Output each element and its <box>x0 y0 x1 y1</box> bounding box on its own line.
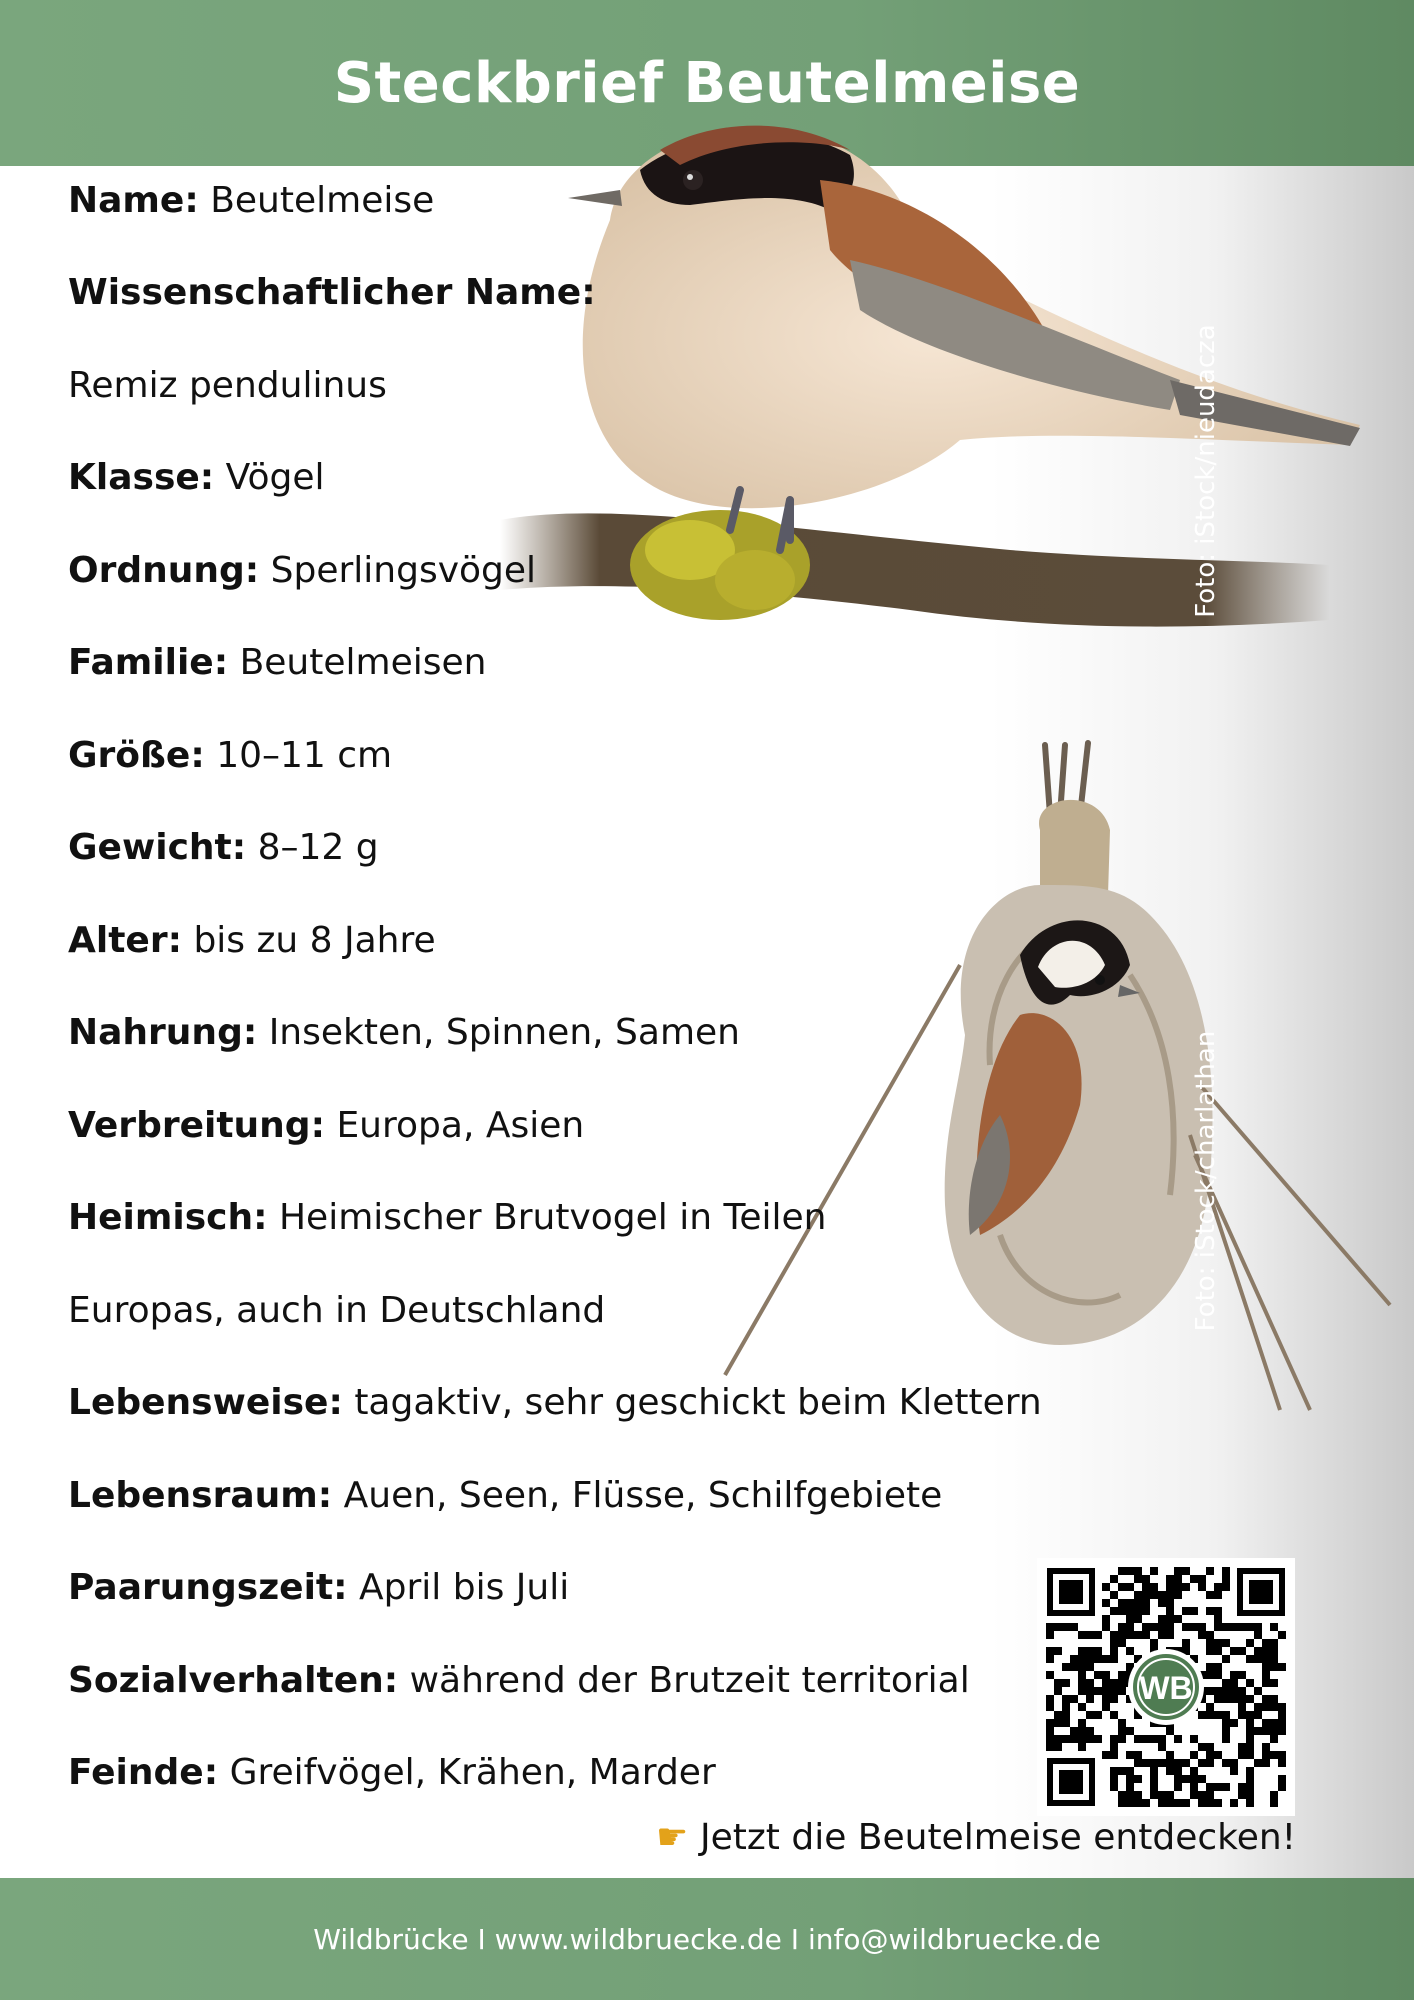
cta-text: Jetzt die Beutelmeise entdecken! <box>700 1817 1297 1858</box>
cta-line[interactable] <box>656 1816 1296 1860</box>
fact-name <box>68 180 434 222</box>
photo-credit-bottom: Foto: iStock/charlathan <box>1191 1030 1221 1332</box>
qr-code[interactable] <box>1037 1558 1295 1816</box>
fact-lifestyle <box>68 1382 1042 1424</box>
fact-native-continued <box>68 1290 605 1332</box>
fact-value: Vögel <box>225 457 325 498</box>
fact-label: Familie: <box>68 642 229 683</box>
pointing-hand-icon: ☛ <box>656 1817 689 1858</box>
fact-label: Verbreitung: <box>68 1105 325 1146</box>
fact-label: Klasse: <box>68 457 215 498</box>
fact-value: Beutelmeise <box>210 180 435 221</box>
fact-label: Ordnung: <box>68 550 260 591</box>
bird-on-branch-photo <box>490 110 1370 710</box>
fact-label: Sozialverhalten: <box>68 1660 399 1701</box>
fact-native <box>68 1197 827 1239</box>
qr-code-pattern <box>1037 1558 1295 1816</box>
fact-value: Europa, Asien <box>336 1105 585 1146</box>
fact-value: Sperlingsvögel <box>270 550 537 591</box>
fact-mating-season <box>68 1567 569 1609</box>
fact-value: Heimischer Brutvogel in Teilen <box>278 1197 827 1238</box>
page-title: Steckbrief Beutelmeise <box>333 50 1081 116</box>
bird-at-nest-photo <box>720 735 1410 1425</box>
fact-label: Lebensraum: <box>68 1475 333 1516</box>
photo-credit-top: Foto: iStock/nieudacza <box>1191 324 1221 618</box>
fact-value: 8–12 g <box>257 827 379 868</box>
fact-value: Greifvögel, Krähen, Marder <box>229 1752 716 1793</box>
fact-family <box>68 642 486 684</box>
qr-logo-text: WB <box>1139 1670 1193 1706</box>
fact-label: Wissenschaftlicher Name: <box>68 272 596 313</box>
fact-value: Europas, auch in Deutschland <box>68 1290 606 1331</box>
fact-label: Feinde: <box>68 1752 219 1793</box>
fact-class <box>68 457 325 499</box>
fact-label: Heimisch: <box>68 1197 268 1238</box>
page-footer <box>0 1878 1414 2000</box>
fact-value: Beutelmeisen <box>239 642 487 683</box>
fact-order <box>68 550 536 592</box>
fact-label: Gewicht: <box>68 827 247 868</box>
fact-scientific-name <box>68 365 387 407</box>
fact-value: Remiz pendulinus <box>68 365 387 406</box>
fact-scientific-name-label <box>68 272 596 314</box>
fact-value: April bis Juli <box>358 1567 570 1608</box>
fact-weight <box>68 827 379 869</box>
fact-value: 10–11 cm <box>216 735 393 776</box>
fact-label: Größe: <box>68 735 205 776</box>
fact-distribution <box>68 1105 584 1147</box>
fact-size <box>68 735 392 777</box>
fact-age <box>68 920 436 962</box>
fact-value: Auen, Seen, Flüsse, Schilfgebiete <box>343 1475 943 1516</box>
fact-label: Nahrung: <box>68 1012 258 1053</box>
fact-value: während der Brutzeit territorial <box>409 1660 970 1701</box>
fact-value: Insekten, Spinnen, Samen <box>268 1012 740 1053</box>
fact-enemies <box>68 1752 716 1794</box>
fact-social-behavior <box>68 1660 970 1702</box>
fact-value: bis zu 8 Jahre <box>193 920 436 961</box>
fact-label: Lebensweise: <box>68 1382 343 1423</box>
fact-food <box>68 1012 740 1054</box>
footer-contact-text[interactable]: Wildbrücke I www.wildbruecke.de I info@wildbruecke.de <box>313 1922 1101 1956</box>
fact-label: Paarungszeit: <box>68 1567 348 1608</box>
fact-label: Name: <box>68 180 199 221</box>
fact-label: Alter: <box>68 920 182 961</box>
fact-habitat <box>68 1475 942 1517</box>
fact-value: tagaktiv, sehr geschickt beim Klettern <box>354 1382 1042 1423</box>
